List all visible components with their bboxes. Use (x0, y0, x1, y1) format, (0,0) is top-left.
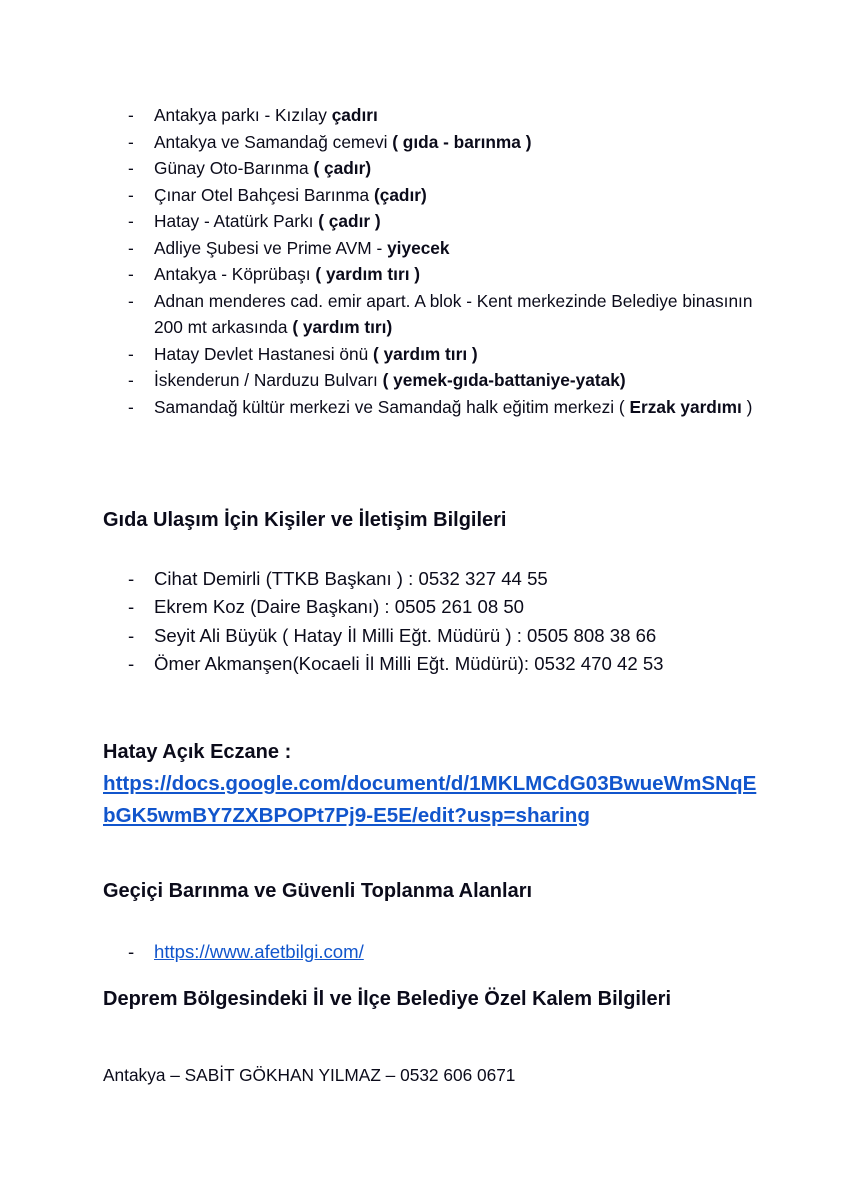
list-item: - Antakya - Köprübaşı ( yardım tırı ) (128, 261, 768, 288)
list-item: - Antakya ve Samandağ cemevi ( gıda - barınma ) (128, 129, 768, 156)
list-item: - Hatay - Atatürk Parkı ( çadır ) (128, 208, 768, 235)
municipality-heading: Deprem Bölgesindeki İl ve İlçe Belediye Özel Kalem Bilgileri (103, 988, 671, 1010)
food-contacts-list (128, 565, 768, 679)
aid-points-list (128, 102, 768, 420)
list-item: - Samandağ kültür merkezi ve Samandağ halk eğitim merkezi ( Erzak yardımı ) (128, 394, 768, 421)
list-item: - Adnan menderes cad. emir apart. A blok - Kent merkezinde Belediye binasının 200 mt arkasında ( yardım tırı) (128, 288, 768, 341)
list-item: - Cihat Demirli (TTKB Başkanı ) : 0532 327 44 55 (128, 565, 768, 593)
shelter-links-list (128, 938, 768, 966)
list-item: - Seyit Ali Büyük ( Hatay İl Milli Eğt. Müdürü ) : 0505 808 38 66 (128, 622, 768, 650)
list-item: - Ekrem Koz (Daire Başkanı) : 0505 261 08 50 (128, 593, 768, 621)
list-item: - İskenderun / Narduzu Bulvarı ( yemek-gıda-battaniye-yatak) (128, 367, 768, 394)
antakya-contact-line: Antakya – SABİT GÖKHAN YILMAZ – 0532 606 0671 (103, 1065, 516, 1085)
list-item: - Çınar Otel Bahçesi Barınma (çadır) (128, 182, 768, 209)
afetbilgi-link[interactable]: https://www.afetbilgi.com/ (154, 941, 364, 962)
list-item: - Ömer Akmanşen(Kocaeli İl Milli Eğt. Müdürü): 0532 470 42 53 (128, 650, 768, 678)
food-contacts-heading: Gıda Ulaşım İçin Kişiler ve İletişim Bilgileri (103, 509, 507, 531)
list-item: - Adliye Şubesi ve Prime AVM - yiyecek (128, 235, 768, 262)
pharmacy-heading: Hatay Açık Eczane : (103, 741, 292, 763)
list-item: - Hatay Devlet Hastanesi önü ( yardım tırı ) (128, 341, 768, 368)
pharmacy-doc-link[interactable]: https://docs.google.com/document/d/1MKLMCdG03BwueWmSNqEbGK5wmBY7ZXBPOPt7Pj9-E5E/edit?usp=sharing (103, 772, 757, 827)
list-item (128, 938, 768, 966)
shelter-heading: Geçiçi Barınma ve Güvenli Toplanma Alanları (103, 880, 533, 902)
list-item: - Günay Oto-Barınma ( çadır) (128, 155, 768, 182)
list-item: - Antakya parkı - Kızılay çadırı (128, 102, 768, 129)
